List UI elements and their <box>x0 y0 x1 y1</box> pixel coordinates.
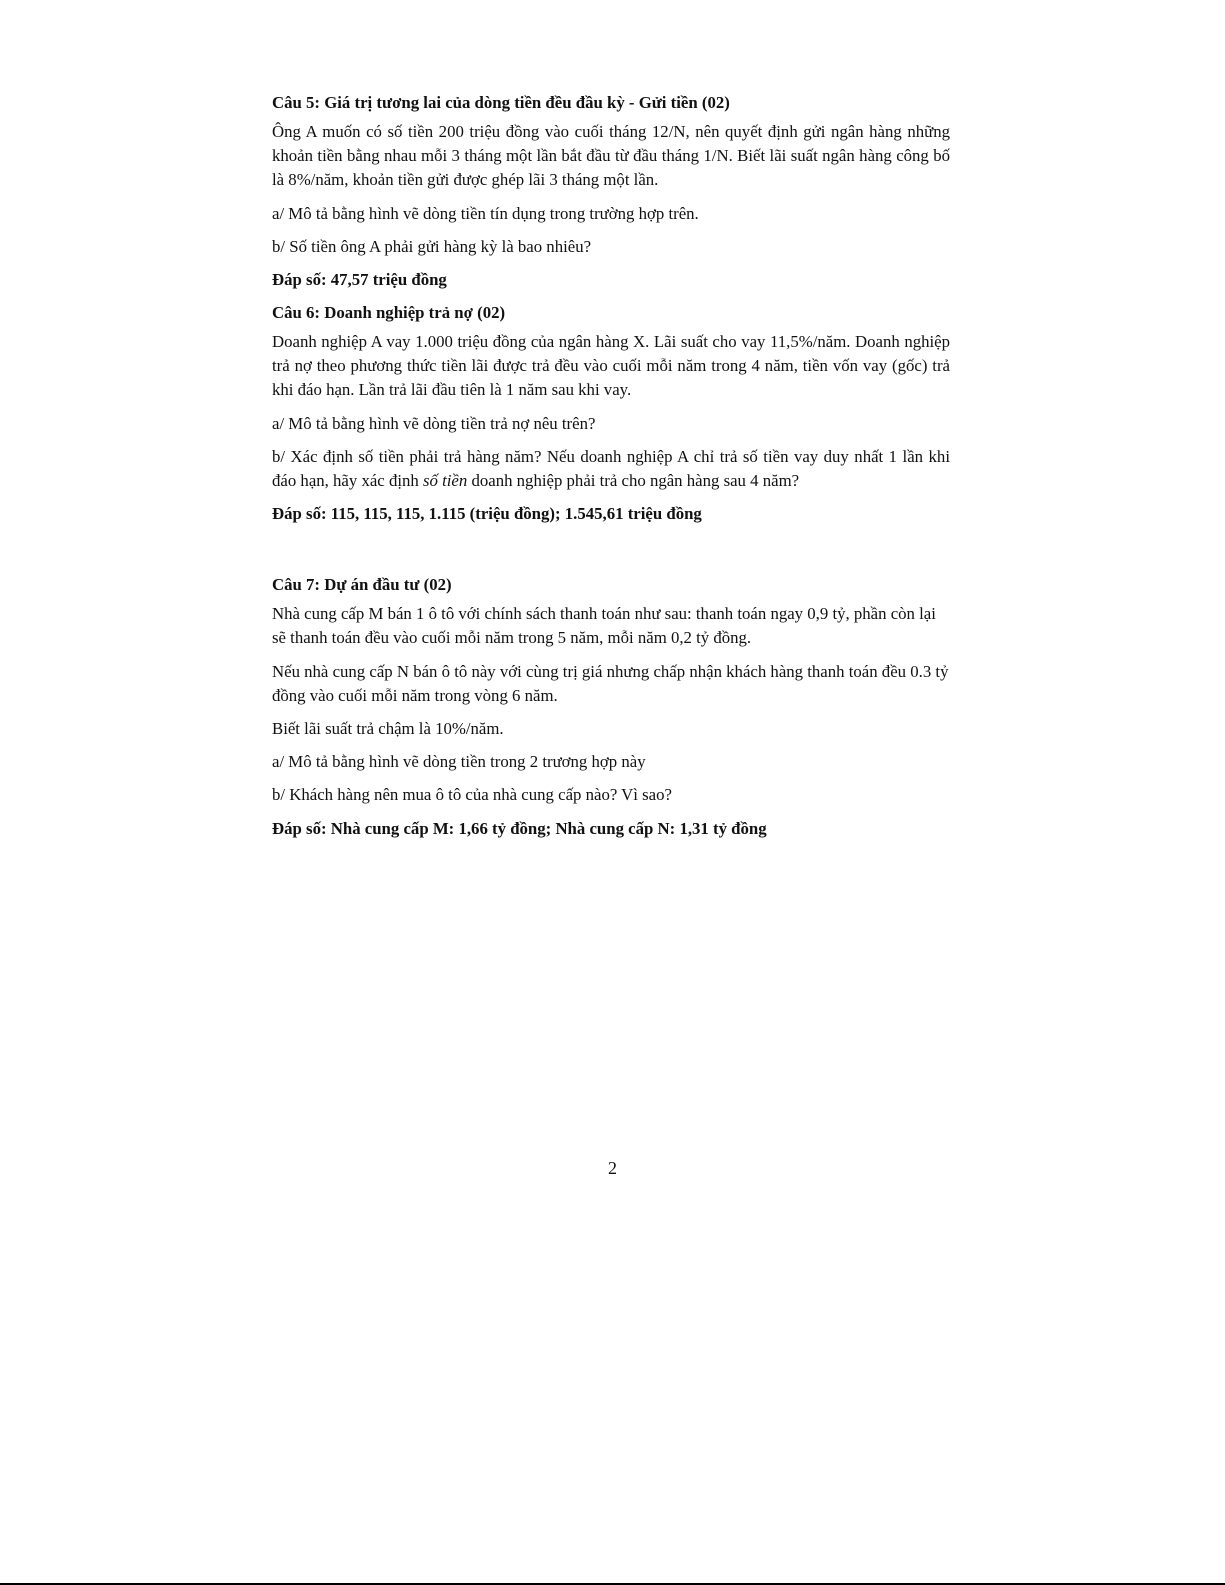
question-6-text: Doanh nghiệp A vay 1.000 triệu đồng của ngân hàng X. Lãi suất cho vay 11,5%/năm. Doanh nghiệp trả nợ theo phương thức tiền lãi được trả đều vào cuối mỗi năm trong 4 năm, tiền vốn vay (gốc) trả khi đáo hạn. Lần trả lãi đầu tiên là 1 năm sau khi vay. <box>272 332 950 400</box>
question-5-part-a: a/ Mô tả bằng hình vẽ dòng tiền tín dụng trong trường hợp trên. <box>272 203 699 223</box>
question-7-text-3: Biết lãi suất trả chậm là 10%/năm. <box>272 719 504 739</box>
question-6-section <box>272 301 950 526</box>
question-5-heading: Câu 5: Giá trị tương lai của dòng tiền đều đầu kỳ - Gửi tiền (02) <box>272 93 730 112</box>
question-5-section <box>272 91 950 292</box>
question-6-part-b-emphasis: số tiền <box>422 471 468 491</box>
question-5-text: Ông A muốn có số tiền 200 triệu đồng vào cuối tháng 12/N, nên quyết định gửi ngân hàng những khoản tiền bằng nhau mỗi 3 tháng một lần bắt đầu từ đầu tháng 1/N. Biết lãi suất ngân hàng công bố là 8%/năm, khoản tiền gửi được ghép lãi 3 tháng một lần. <box>272 122 950 190</box>
question-6-heading: Câu 6: Doanh nghiệp trả nợ (02) <box>272 303 506 323</box>
question-6-part-b-end: doanh nghiệp phải trả cho ngân hàng sau 4 năm? <box>467 471 800 491</box>
question-6-part-b <box>272 445 950 493</box>
question-7-section <box>272 573 950 840</box>
question-7-text-2: Nếu nhà cung cấp N bán ô tô này với cùng trị giá nhưng chấp nhận khách hàng thanh toán đều 0.3 tỷ đồng vào cuối mỗi năm trong vòng 6 năm. <box>272 661 949 705</box>
question-6-answer: Đáp số: 115, 115, 115, 1.115 (triệu đồng); 1.545,61 triệu đồng <box>272 504 702 524</box>
question-7-answer: Đáp số: Nhà cung cấp M: 1,66 tỷ đồng; Nhà cung cấp N: 1,31 tỷ đồng <box>272 818 767 838</box>
question-7-text: Nhà cung cấp M bán 1 ô tô với chính sách thanh toán như sau: thanh toán ngay 0,9 tỷ, phần còn lại sẽ thanh toán đều vào cuối mỗi năm trong 5 năm, mỗi năm 0,2 tỷ đồng. <box>272 604 936 648</box>
question-7-heading: Câu 7: Dự án đầu tư (02) <box>272 575 452 595</box>
question-5-answer: Đáp số: 47,57 triệu đồng <box>272 270 447 290</box>
section-spacer <box>272 535 950 573</box>
page-number: 2 <box>608 1158 617 1178</box>
document-page <box>272 91 950 850</box>
question-7-part-a: a/ Mô tả bằng hình vẽ dòng tiền trong 2 trương hợp này <box>272 752 646 772</box>
question-5-part-b: b/ Số tiền ông A phải gửi hàng kỳ là bao nhiêu? <box>272 236 592 256</box>
question-7-part-b: b/ Khách hàng nên mua ô tô của nhà cung cấp nào? Vì sao? <box>272 785 672 805</box>
question-6-part-b-start: b/ Xác định số tiền phải trả hàng năm? Nếu doanh nghiệp A chỉ trả số tiền vay duy nhất 1 lần khi đáo hạn, hãy xác định <box>272 446 950 491</box>
question-6-part-a: a/ Mô tả bằng hình vẽ dòng tiền trả nợ nêu trên? <box>272 413 596 433</box>
